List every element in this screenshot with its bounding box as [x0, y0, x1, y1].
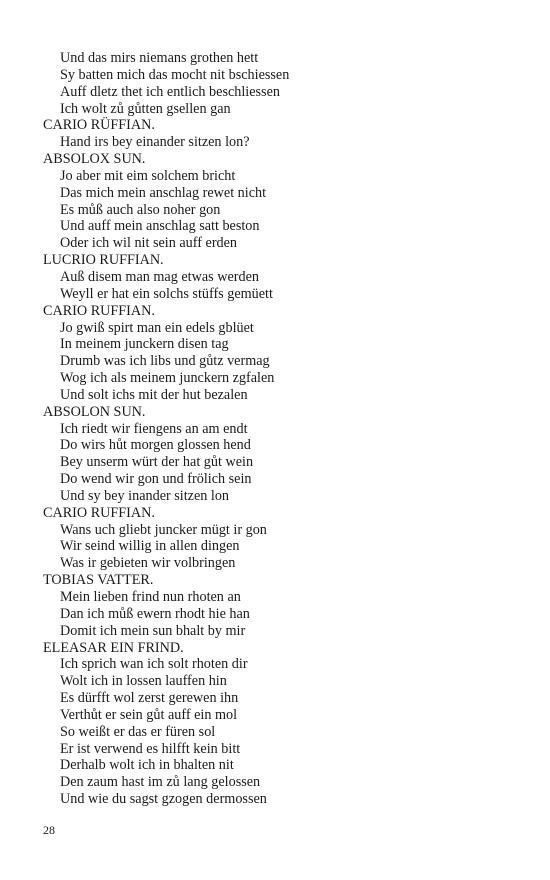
verse-line: Auff dletz thet ich entlich beschliessen	[60, 83, 280, 100]
verse-line: Und sy bey inander sitzen lon	[60, 487, 230, 504]
speaker-name: CARIO RÜFFIAN.	[43, 117, 155, 134]
verse-line: Bey unserm würt der hat gůt wein	[60, 454, 254, 471]
speaker-name: ABSOLON SUN.	[43, 403, 146, 420]
verse-line: Den zaum hast im zů lang gelossen	[60, 774, 261, 791]
page-text	[43, 50, 523, 808]
verse-line: Auß disem man mag etwas werden	[60, 268, 259, 285]
verse-line: Er ist verwend es hilfft kein bitt	[60, 740, 241, 757]
speaker-name: LUCRIO RUFFIAN.	[43, 252, 164, 269]
verse-line: Es dürfft wol zerst gerewen ihn	[60, 690, 239, 707]
verse-line: Hand irs bey einander sitzen lon?	[60, 134, 250, 151]
verse-line: Und wie du sagst gzogen dermossen	[60, 791, 267, 808]
page-number: 28	[43, 823, 55, 837]
verse-line: Derhalb wolt ich in bhalten nit	[60, 757, 234, 774]
verse-line: Do wend wir gon und frölich sein	[60, 471, 252, 488]
verse-line: Drumb was ich libs und gůtz vermag	[60, 353, 270, 370]
speaker-name: CARIO RUFFIAN.	[43, 504, 155, 521]
verse-line: So weißt er das er füren sol	[60, 723, 216, 740]
verse-line: Wolt ich in lossen lauffen hin	[60, 673, 227, 690]
verse-line: Und auff mein anschlag satt beston	[60, 218, 260, 235]
verse-line: Das mich mein anschlag rewet nicht	[60, 184, 267, 201]
verse-line: Dan ich můß ewern rhodt hie han	[60, 605, 250, 622]
verse-line: Do wirs hůt morgen glossen hend	[60, 437, 251, 454]
verse-line: Verthůt er sein gůt auff ein mol	[60, 706, 238, 723]
verse-line: Oder ich wil nit sein auff erden	[60, 235, 238, 252]
verse-line: Domit ich mein sun bhalt by mir	[60, 622, 246, 639]
verse-line: Jo aber mit eim solchem bricht	[60, 167, 236, 184]
verse-line: Wog ich als meinem junckern zgfalen	[60, 370, 275, 387]
verse-line: Mein lieben frind nun rhoten an	[60, 589, 241, 605]
verse-line: Ich sprich wan ich solt rhoten dir	[60, 656, 248, 673]
verse-line: Und solt ichs mit der hut bezalen	[60, 386, 248, 403]
verse-line: Weyll er hat ein solchs stüffs gemüett	[60, 285, 273, 302]
verse-line: Sy batten mich das mocht nit bschiessen	[60, 66, 290, 83]
speaker-name: ABSOLOX SUN.	[43, 151, 146, 168]
verse-line: Wir seind willig in allen dingen	[60, 538, 240, 555]
verse-line: Ich wolt zů gůtten gsellen gan	[60, 100, 231, 117]
verse-line: Es můß auch also noher gon	[60, 201, 221, 218]
verse-line: Wans uch gliebt juncker mügt ir gon	[60, 521, 267, 538]
verse-line: Was ir gebieten wir volbringen	[60, 555, 236, 572]
verse-line: Ich riedt wir fiengens an am endt	[60, 420, 248, 437]
verse-line: Jo gwiß spirt man ein edels gblüet	[60, 319, 254, 336]
verse-line: In meinem junckern disen tag	[60, 336, 229, 353]
speaker-name: TOBIAS VATTER.	[43, 572, 154, 589]
speaker-name: CARIO RUFFIAN.	[43, 302, 155, 319]
verse-line: Und das mirs niemans grothen hett	[60, 50, 259, 66]
speaker-name: ELEASAR EIN FRIND.	[43, 639, 184, 656]
